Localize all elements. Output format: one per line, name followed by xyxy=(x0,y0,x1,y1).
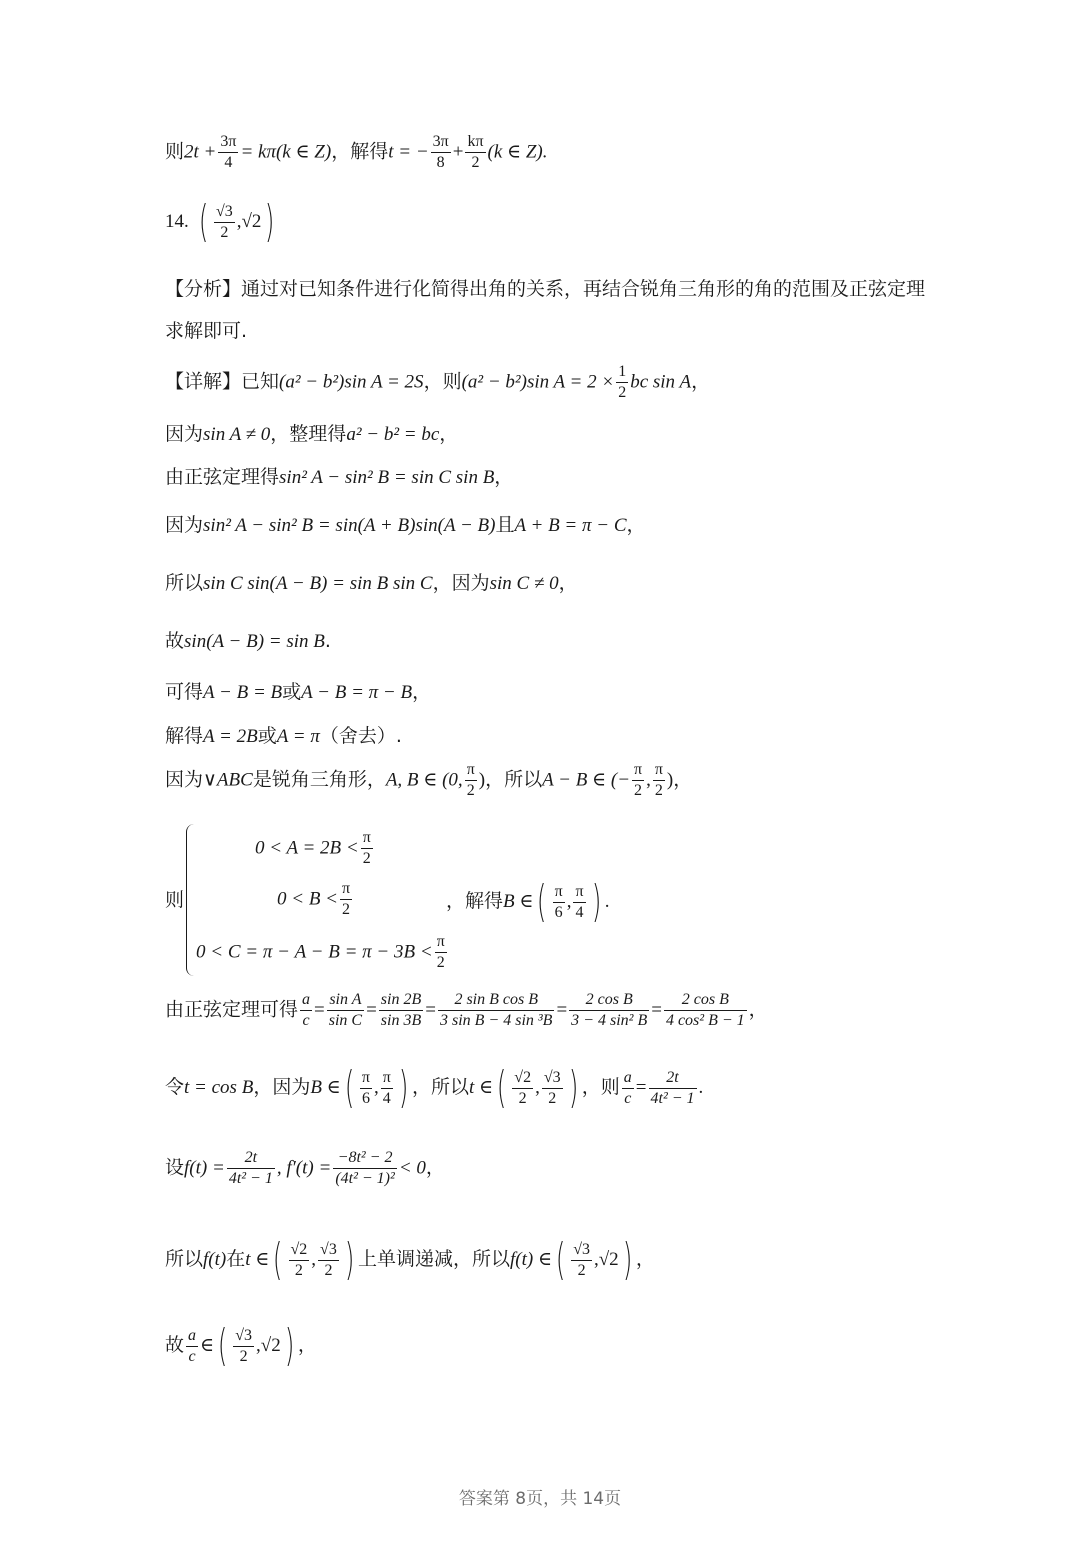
math: f(t) ∈ xyxy=(510,1249,553,1270)
line-8 xyxy=(165,574,578,593)
line-12: 因为∨ABC是锐角三角形，A, B ∈ (0, $\frac{\pi}{2}$ )，所以A − B ∈ (− $\frac{\pi}{2}$ , $\frac{\pi}{2}$ )， xyxy=(165,761,693,799)
frac-num: 2 sin B cos B xyxy=(438,992,554,1011)
right-paren: ) xyxy=(265,196,275,247)
right-paren: ) xyxy=(284,1320,295,1371)
analysis-line-2: 求解即可. xyxy=(165,320,248,342)
frac-den: 2 xyxy=(342,901,351,918)
text: 且 xyxy=(495,514,515,536)
frac-num: 2 cos B xyxy=(569,992,649,1011)
frac-den: 2 xyxy=(436,954,445,971)
math: A, B ∈ (0, xyxy=(385,769,463,791)
math: B ∈ xyxy=(310,1077,341,1098)
frac-num: √2 xyxy=(512,1070,533,1089)
frac-num: kπ xyxy=(465,134,485,153)
text: 则 xyxy=(165,140,185,163)
text: ，整理得 xyxy=(270,423,347,445)
text: 故 xyxy=(165,630,185,652)
analysis-line-1: 【分析】通过对已知条件进行化简得出角的关系，再结合锐角三角形的角的范围及正弦定理 xyxy=(165,278,926,300)
frac-num: π xyxy=(360,1070,372,1089)
text: 或 xyxy=(257,725,277,747)
frac-den: sin C xyxy=(328,1012,363,1029)
math: a² − b² = bc xyxy=(346,424,440,445)
line-15: 令t = cos B，因为B ∈( $\frac{\pi}{6}$ , $\frac{\pi}{4}$ ) ，所以t ∈( $\frac{√2}{2}$ , $\frac{√3}{2}$ ) ，则 $\frac{a}{c}$ = $\frac{2t}{\text{4t² − 1}}$ . xyxy=(165,1062,704,1113)
fraction xyxy=(512,1070,533,1107)
frac-den: 2 xyxy=(548,1089,557,1107)
math: ) xyxy=(478,769,486,791)
line-6 xyxy=(165,468,513,487)
math: sin² A − sin² B = sin(A + B)sin(A − B) xyxy=(203,515,496,536)
fraction xyxy=(300,992,312,1029)
frac-num: a xyxy=(186,1328,198,1347)
frac-den: 4 xyxy=(382,1089,391,1107)
text: ， xyxy=(748,998,768,1021)
text: ，解得 xyxy=(446,890,504,912)
frac-num: 3π xyxy=(218,134,238,153)
frac-num: a xyxy=(300,992,312,1011)
line-17: 所以f(t)在t ∈( $\frac{√2}{2}$ , $\frac{√3}{2}$ ) 上单调递减，所以f(t) ∈( $\frac{√3}{2}$ ,√2) ， xyxy=(165,1234,655,1285)
frac-den: 4 xyxy=(575,903,584,921)
left-paren: ( xyxy=(198,196,209,247)
math: . xyxy=(604,891,610,912)
right-paren: ) xyxy=(622,1234,632,1285)
fraction xyxy=(218,134,238,171)
frac-den: 4t² − 1 xyxy=(228,1170,273,1187)
frac-num: π xyxy=(573,884,585,903)
fraction xyxy=(214,204,235,241)
math: A = 2B xyxy=(203,726,258,747)
left-paren: ( xyxy=(344,1062,355,1113)
frac-num: √3 xyxy=(233,1328,254,1347)
math: = kπ(k ∈ Z) xyxy=(240,141,332,163)
math: bc sin A xyxy=(630,371,692,393)
system-row-2 xyxy=(277,881,354,918)
frac-den: 6 xyxy=(554,903,563,921)
text: ，则 xyxy=(581,1076,620,1098)
line-10 xyxy=(165,683,431,702)
right-paren: ) xyxy=(344,1234,355,1285)
text: 是锐角三角形， xyxy=(252,768,386,791)
text: ， xyxy=(297,1334,317,1356)
frac-num: π xyxy=(553,884,565,903)
fraction xyxy=(227,1150,275,1187)
system-result: ，解得B ∈( $\frac{\pi}{6}$ , $\frac{\pi}{4}$ ) . xyxy=(446,876,610,927)
fraction xyxy=(360,1070,372,1107)
fraction xyxy=(186,1328,198,1365)
fraction xyxy=(361,830,373,867)
frac-den: c xyxy=(302,1012,310,1029)
frac-num: 2 cos B xyxy=(664,992,747,1011)
line-11 xyxy=(165,727,402,746)
fraction xyxy=(379,992,423,1029)
right-paren: ) xyxy=(568,1062,578,1113)
fraction xyxy=(333,1150,397,1187)
frac-den: c xyxy=(188,1347,196,1365)
fraction xyxy=(553,884,565,921)
text: 上单调递减，所以 xyxy=(358,1248,511,1270)
frac-den: 2 xyxy=(577,1261,586,1279)
question-number: 14. xyxy=(165,211,189,232)
text: 令 xyxy=(165,1076,185,1098)
line-5 xyxy=(165,425,458,444)
math: A − B ∈ (− xyxy=(542,769,631,791)
frac-den: 2 xyxy=(324,1261,333,1279)
text: 【详解】已知 xyxy=(165,370,280,393)
frac-num: √3 xyxy=(214,204,235,223)
text: ， xyxy=(412,681,432,703)
fraction xyxy=(573,884,585,921)
text: 由正弦定理得 xyxy=(165,466,280,488)
text: ，因为 xyxy=(253,1076,311,1098)
fraction xyxy=(438,992,554,1029)
math: f(t) = xyxy=(184,1157,225,1179)
frac-den: 3 sin B − 4 sin ³B xyxy=(439,1012,553,1029)
frac-den: 2 xyxy=(634,782,643,799)
math: (a² − b²)sin A = 2S xyxy=(279,371,424,393)
page-footer: 答案第 8页，共 14页 xyxy=(458,1489,622,1509)
math: ∨ABC xyxy=(203,769,253,791)
text: ，则 xyxy=(423,370,462,393)
system-row-1 xyxy=(255,830,375,867)
right-paren: ) xyxy=(591,876,601,927)
frac-den: (4t² − 1)² xyxy=(335,1170,395,1187)
math: √2 xyxy=(598,1249,619,1270)
question-14-answer: 14. ( $\frac{√3}{2}$ ,√2) xyxy=(165,196,275,247)
text: （舍去）. xyxy=(319,725,402,747)
text: ， xyxy=(558,572,578,594)
left-paren: ( xyxy=(537,876,547,927)
frac-num: √3 xyxy=(542,1070,563,1089)
frac-den: sin 3B xyxy=(380,1012,422,1029)
text: 因为 xyxy=(165,514,204,536)
fraction xyxy=(616,364,628,401)
math: t ∈ xyxy=(245,1249,270,1270)
frac-den: 2 xyxy=(362,850,371,867)
detail-line xyxy=(165,364,710,401)
frac-den: 2 xyxy=(466,782,475,799)
math: )， xyxy=(666,769,693,791)
frac-num: π xyxy=(361,830,373,849)
text: 所以 xyxy=(165,1248,204,1270)
fraction xyxy=(622,1070,634,1107)
frac-num: sin A xyxy=(327,992,364,1011)
math: A − B = B xyxy=(203,682,283,703)
frac-den: 4 cos² B − 1 xyxy=(665,1012,745,1029)
math: , f′(t) = xyxy=(276,1157,332,1179)
frac-num: π xyxy=(465,762,477,781)
fraction xyxy=(431,134,451,171)
frac-num: 1 xyxy=(616,364,628,383)
text: . xyxy=(324,630,331,652)
text: 因为 xyxy=(165,423,204,445)
frac-num: π xyxy=(653,762,665,781)
system-prefix: 则 xyxy=(165,889,185,911)
frac-den: 8 xyxy=(436,154,445,171)
frac-den: 2 xyxy=(220,223,229,241)
text: ，所以 xyxy=(485,768,543,791)
line-14: 由正弦定理可得 $\frac{a}{c}$ = $\frac{\text{sin A}}{\text{sin C}}$ = $\frac{\sin 2B}{\sin 3B}$ = $\frac{\text{2 sin B cos B}}{\text{3 sin B − 4 sin ³B}}$ = $\frac{\text{2 cos B}}{\text{3 − 4 sin² B}}$ = $\frac{\text{2 cos B}}{\text{4 cos² B − 1}}$ ， xyxy=(165,991,768,1029)
line-18: 故 $\frac{a}{c}$ ∈( $\frac{√3}{2}$ ,√2) ， xyxy=(165,1320,317,1371)
frac-den: 3 − 4 sin² B xyxy=(571,1012,648,1029)
math: (k ∈ Z). xyxy=(487,141,548,163)
text: ，因为 xyxy=(432,572,490,594)
right-paren: ) xyxy=(398,1062,409,1113)
math: √2 xyxy=(241,211,262,232)
frac-den: 2 xyxy=(239,1347,248,1365)
frac-den: 2 xyxy=(654,782,663,799)
math: 0 < C = π − A − B = π − 3B < xyxy=(196,941,433,963)
line-1: 则2t + $\frac{3\pi}{4}$ = kπ(k ∈ Z)，解得t = − $\frac{3\pi}{8}$ + $\frac{k\pi}{2}$ (k ∈ Z). xyxy=(165,133,548,171)
frac-num: sin 2B xyxy=(379,992,423,1011)
fraction xyxy=(571,1242,592,1279)
text: ， xyxy=(691,370,711,393)
text: 设 xyxy=(165,1156,185,1179)
text: ， xyxy=(626,514,646,536)
fraction xyxy=(435,934,447,971)
frac-num: −8t² − 2 xyxy=(333,1150,397,1169)
math: (a² − b²)sin A = 2 × xyxy=(461,371,615,393)
frac-num: √2 xyxy=(289,1242,310,1261)
text: ，所以 xyxy=(412,1076,470,1098)
text: 故 xyxy=(165,1334,185,1356)
fraction xyxy=(542,1070,563,1107)
frac-den: 2 xyxy=(518,1089,527,1107)
fraction xyxy=(289,1242,310,1279)
math: . xyxy=(698,1077,704,1098)
frac-num: π xyxy=(435,934,447,953)
math: t = − xyxy=(388,141,429,163)
math: √2 xyxy=(260,1335,281,1356)
frac-num: √3 xyxy=(318,1242,339,1261)
fraction xyxy=(569,992,649,1029)
line-7 xyxy=(165,516,646,535)
text: ，解得 xyxy=(331,140,389,163)
frac-den: 6 xyxy=(361,1089,370,1107)
fraction xyxy=(632,762,644,799)
left-paren: ( xyxy=(217,1320,228,1371)
math: t = cos B xyxy=(184,1077,254,1098)
system-row-3 xyxy=(196,934,449,971)
text: 解得 xyxy=(165,725,204,747)
fraction xyxy=(381,1070,393,1107)
math: sin A ≠ 0 xyxy=(203,424,271,445)
fraction xyxy=(318,1242,339,1279)
fraction xyxy=(340,881,352,918)
math: 0 < B < xyxy=(277,888,338,910)
text: 在 xyxy=(226,1248,246,1270)
frac-num: π xyxy=(381,1070,393,1089)
math: 2t + xyxy=(184,141,217,163)
text: ， xyxy=(494,466,514,488)
left-paren: ( xyxy=(273,1234,283,1285)
frac-num: 3π xyxy=(431,134,451,153)
left-paren: ( xyxy=(555,1234,566,1285)
text: 或 xyxy=(282,681,302,703)
text: 所以 xyxy=(165,572,204,594)
text: ， xyxy=(439,423,459,445)
math: A = π xyxy=(276,726,320,747)
text: 可得 xyxy=(165,681,204,703)
math: A + B = π − C xyxy=(514,515,627,536)
frac-den: c xyxy=(624,1089,632,1107)
math: f(t) xyxy=(203,1249,227,1270)
frac-num: √3 xyxy=(571,1242,592,1261)
frac-num: 2t xyxy=(227,1150,275,1169)
math: B ∈ xyxy=(503,891,534,912)
text: 由正弦定理可得 xyxy=(165,998,299,1021)
frac-den: 4 xyxy=(224,154,233,171)
frac-num: π xyxy=(340,881,352,900)
math: A − B = π − B xyxy=(301,682,413,703)
fraction xyxy=(233,1328,254,1365)
frac-den: 2 xyxy=(294,1261,303,1279)
left-paren: ( xyxy=(496,1062,507,1113)
text: ， xyxy=(635,1248,655,1270)
fraction xyxy=(653,762,665,799)
math: 0 < A = 2B < xyxy=(255,837,359,859)
fraction xyxy=(465,134,485,171)
fraction xyxy=(664,992,747,1029)
math: sin C sin(A − B) = sin B sin C xyxy=(203,573,433,594)
line-9 xyxy=(165,632,331,651)
frac-den: 4t² − 1 xyxy=(650,1089,695,1107)
math: < 0 xyxy=(398,1157,426,1179)
frac-num: a xyxy=(622,1070,634,1089)
fraction xyxy=(465,762,477,799)
text: 因为 xyxy=(165,768,204,791)
frac-num: π xyxy=(632,762,644,781)
math: ∈ xyxy=(200,1335,215,1356)
text: ， xyxy=(425,1156,445,1179)
fraction xyxy=(649,1070,697,1107)
fraction xyxy=(327,992,364,1029)
frac-den: 2 xyxy=(471,154,480,171)
math: sin² A − sin² B = sin C sin B xyxy=(279,467,495,488)
frac-num: 2t xyxy=(649,1070,697,1089)
line-16 xyxy=(165,1150,445,1187)
frac-den: 2 xyxy=(618,384,627,401)
math: t ∈ xyxy=(469,1077,494,1098)
math: sin C ≠ 0 xyxy=(489,573,559,594)
math: sin(A − B) = sin B xyxy=(184,631,325,652)
